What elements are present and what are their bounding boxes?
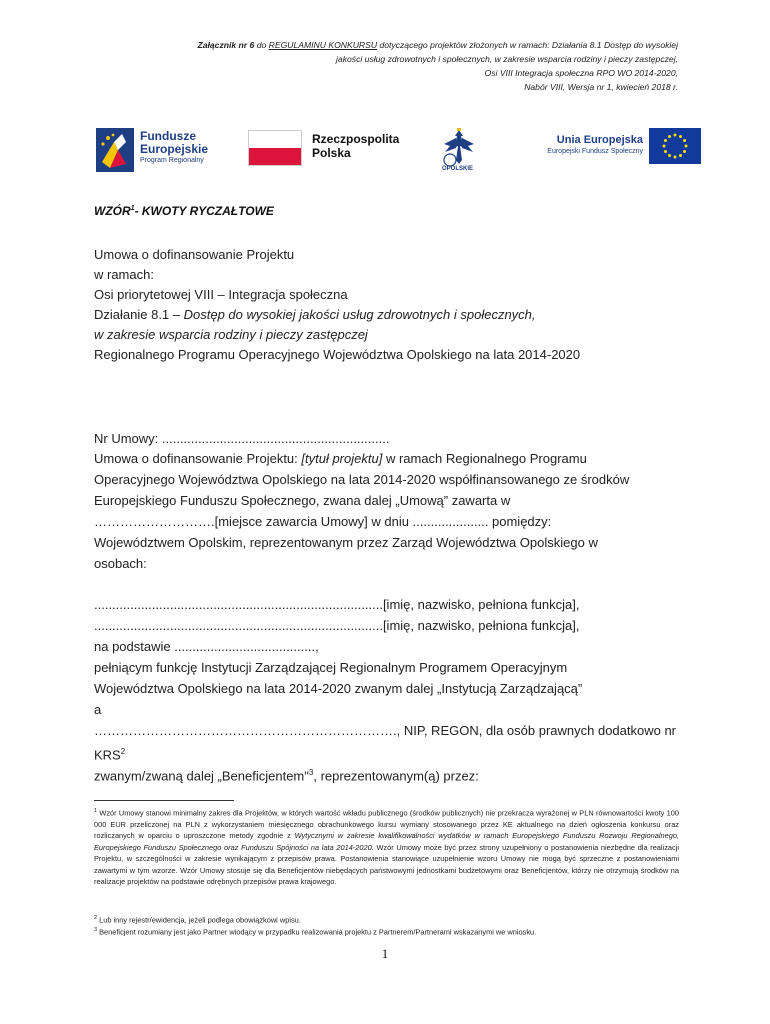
regulations-link[interactable]: REGULAMINU KONKURSU [268,40,378,50]
attachment-label: Załącznik nr 6 [197,40,255,50]
eu-star-icon [674,156,677,159]
title-rest: - KWOTY RYCZAŁTOWE [134,204,274,218]
body-line: pełniącym funkcję Instytucji Zarządzającej Regionalnym Programem Operacyjnym [94,660,568,675]
signatory-line: ................................................................................[imię, nazwisko, pełniona funkcja], [94,597,580,612]
eu-star-icon [664,139,667,142]
beneficiary-line: ……………………………………………………………., NIP, REGON, dla osób prawnych dodatkowo nr [94,723,677,738]
eu-flag-icon [649,128,701,164]
body-line: osobach: [94,556,147,571]
eu-star-icon [685,145,688,148]
eu-star-icon [683,139,686,142]
body-text: , reprezentowanym(ą) przez: [313,768,479,784]
eu-star-icon [668,154,671,157]
eu-star-icon [664,150,667,153]
rp-logo-line-1: Rzeczpospolita [312,132,400,146]
footnote-text: Wzór Umowy stanowi minimalny zakres dla Projektów, w których wartość wkładu publicznego (środków publicznych) nie przekracza wyrażonej w PLN równowartości kwoty 100 000 EUR przeliczonej na PLN z wykorzystaniem miesięcznego obrachunkowego kursu wymiany stosowanego przez KE aktualnego na dzień ogłoszenia konkursu oraz rozliczanych w oparciu o uproszczone metody zgodnie z [94,808,679,841]
intro-line: Regionalnego Programu Operacyjnego Województwa Opolskiego na lata 2014-2020 [94,347,581,362]
intro-line: w ramach: [94,267,154,282]
footnote-text: Lub inny rejestr/ewidencja, jeżeli podlega obowiązkowi wpisu. [97,915,301,925]
fundusze-europejskie-logo [140,130,208,166]
eu-star-icon [679,154,682,157]
footnote-number: 1 [94,808,98,814]
eu-star-icon [683,150,686,153]
header-note [78,38,678,94]
body-line: Województwem Opolskim, reprezentowanym przez Zarząd Województwa Opolskiego w [94,535,598,550]
document-title [94,204,274,218]
body-text: Umowa o dofinansowanie Projektu: [94,451,302,466]
action-label: Działanie 8.1 – [94,307,184,322]
footnote-ref-2[interactable]: 2 [120,747,126,756]
footnote-ref-3[interactable]: 3 [308,768,314,777]
header-text: dotyczącego projektów złożonych w ramach: Działania 8.1 Dostęp do wysokiej [377,40,678,50]
eu-star-icon [663,145,666,148]
footnote-number: 2 [94,915,98,921]
page-number: 1 [381,946,389,961]
signatory-line: ................................................................................[imię, nazwisko, pełniona funkcja], [94,618,580,633]
action-title-cont: w zakresie wsparcia rodziny i pieczy zastępczej [94,327,368,342]
header-text: do [254,40,269,50]
fundusze-europejskie-logo-icon [96,128,134,172]
body-text: w ramach Regionalnego Programu [382,451,587,466]
header-line-4: Nabór VIII, Wersja nr 1, kwiecień 2018 r. [524,82,678,92]
project-title-placeholder: [tytuł projektu] [301,451,383,466]
ue-logo-line-1: Unia Europejska [556,134,643,146]
fe-logo-line-3: Program Regionalny [140,157,204,164]
rp-logo-line-2: Polska [312,146,351,160]
body-line: Operacyjnego Województwa Opolskiego na lata 2014-2020 współfinansowanego ze środków [94,472,630,487]
opolskie-label: OPOLSKIE [442,166,474,172]
footnote-number: 3 [94,927,98,933]
logo-bar [96,122,702,178]
body-line: na podstawie ......................................., [94,639,319,654]
intro-line [94,326,368,344]
header-line-3: Osi VIII Integracja społeczna RPO WO 2014-2020, [484,68,678,78]
body-text: zwanym/zwaną dalej „Beneficjentem" [94,768,309,784]
intro-line: Osi priorytetowej VIII – Integracja społeczna [94,287,348,302]
intro-line: Umowa o dofinansowanie Projektu [94,247,295,262]
body-line: ……………………….[miejsce zawarcia Umowy] w dniu ..................... pomiędzy: [94,514,552,529]
eu-star-icon [679,135,682,138]
body-line [94,764,479,785]
header-line-2: jakości usług zdrowotnych i społecznych, w zakresie wsparcia rodziny i pieczy zastępczej, [336,54,678,64]
footnote-2 [94,913,301,926]
footnote-1 [94,806,679,887]
body-line [94,450,587,468]
fe-logo-line-1: Fundusze [140,129,196,143]
eu-star-icon [674,134,677,137]
rzeczpospolita-polska-logo [312,132,399,160]
body-line [94,743,125,764]
unia-europejska-logo [543,134,643,157]
footnote-divider [94,800,234,801]
body-line: Europejskiego Funduszu Społecznego, zwana dalej „Umową” zawarta w [94,493,511,508]
body-line: Województwa Opolskiego na lata 2014-2020 zwanym dalej „Instytucją Zarządzającą” [94,681,583,696]
action-title: Dostęp do wysokiej jakości usług zdrowotnych i społecznych, [183,307,536,322]
footnote-italic: Wytycznymi w zakresie kwalifikowalności wydatków w ramach Europejskiego Funduszu Rozwoju Regionalnego, Europejskiego Funduszu Społecznego oraz Funduszu Spójności na lata 2014-2020 [94,831,679,852]
contract-number-line: Nr Umowy: ............................................................... [94,431,390,446]
intro-line [94,306,536,324]
body-text: KRS [94,747,121,763]
title-text: WZÓR [94,204,131,218]
footnote-ref-1[interactable]: 1 [130,205,135,212]
footnote-text: Beneficjent rozumiany jest jako Partner wiodący w przypadku realizowania projektu z Partnerem/Partnerami wskazanymi we wniosku. [97,927,537,937]
body-line: a [94,702,102,717]
polish-flag-icon [248,130,302,166]
ue-logo-line-2: Europejski Fundusz Społeczny [547,148,643,155]
footnote-text: . Wzór Umowy może być przez strony uzupełniony o postanowienia niezbędne dla realizacji Projektu, w szczególności w zakresie wynikającym z przepisów prawa. Postanowienia stanowiące uzupełnienie wzoru Umowy nie mogą być sprzeczne z postanowieniami zawartymi w tym wzorze. Wzór Umowy stosuje się dla Beneficjentów niebędących państwowymi jednostkami budżetowymi oraz Beneficjentów, którzy nie otrzymują środków na realizacje projektów na podstawie odrębnych przepisów prawa krajowego. [94,842,679,886]
eu-star-icon [668,135,671,138]
footnote-3 [94,925,536,938]
fe-logo-line-2: Europejskie [140,142,209,156]
